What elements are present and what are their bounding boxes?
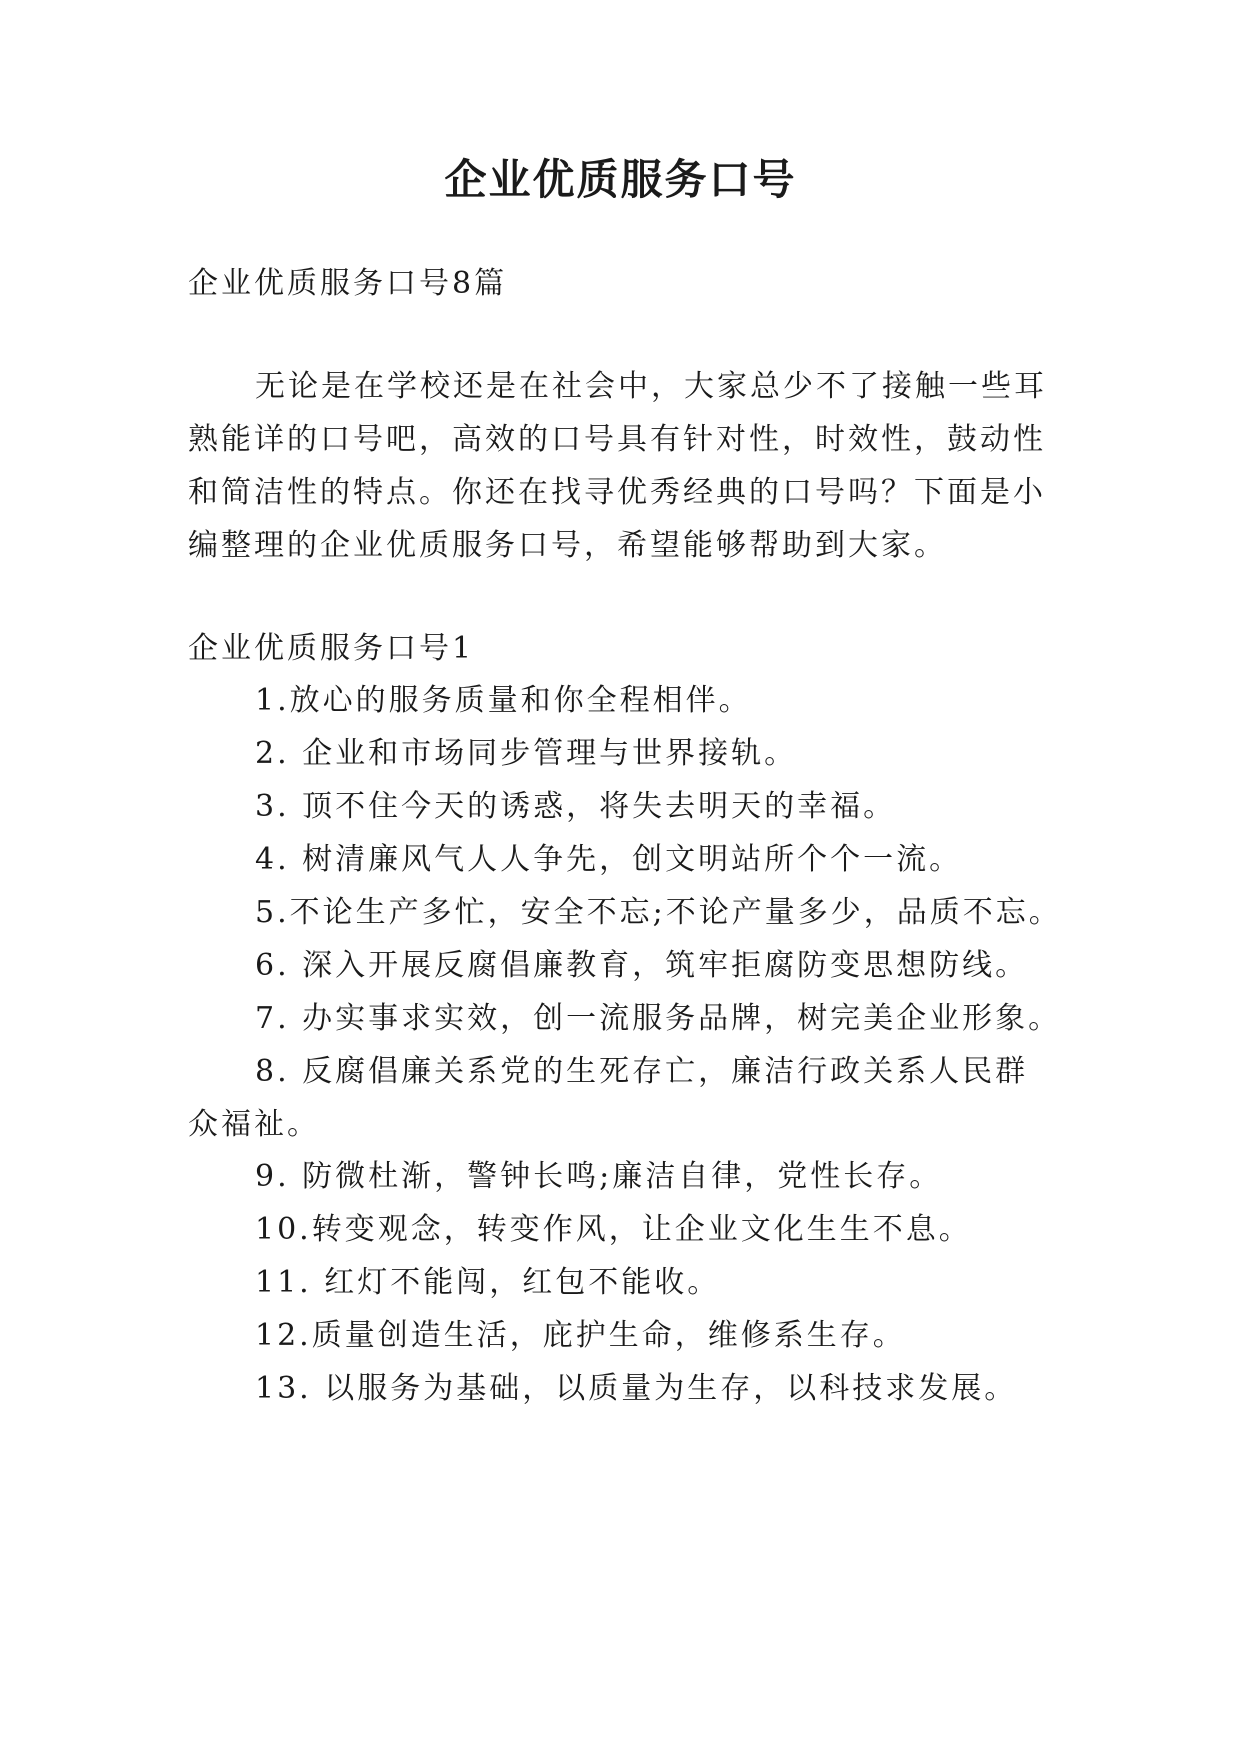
slogan-item: 2. 企业和市场同步管理与世界接轨。: [255, 736, 798, 771]
slogan-item-continuation: 众福祉。: [188, 1107, 320, 1142]
slogan-item: 11. 红灯不能闯，红包不能收。: [255, 1265, 721, 1300]
document-title: 企业优质服务口号: [444, 155, 797, 204]
slogan-item: 6. 深入开展反腐倡廉教育，筑牢拒腐防变思想防线。: [255, 948, 1029, 983]
slogan-item: 10.转变观念，转变作风，让企业文化生生不息。: [255, 1212, 972, 1247]
slogan-item: 3. 顶不住今天的诱惑，将失去明天的幸福。: [255, 789, 897, 824]
slogan-item: 8. 反腐倡廉关系党的生死存亡，廉洁行政关系人民群: [255, 1054, 1029, 1089]
intro-line: 和简洁性的特点。你还在找寻优秀经典的口号吗？下面是小: [188, 475, 1046, 510]
intro-line: 无论是在学校还是在社会中，大家总少不了接触一些耳: [255, 369, 1047, 404]
slogan-item: 9. 防微杜渐，警钟长鸣;廉洁自律，党性长存。: [255, 1159, 943, 1194]
slogan-item: 13. 以服务为基础，以质量为生存，以科技求发展。: [255, 1371, 1018, 1406]
slogan-item: 1.放心的服务质量和你全程相伴。: [255, 683, 752, 718]
intro-line: 熟能详的口号吧，高效的口号具有针对性，时效性，鼓动性: [188, 422, 1046, 457]
section-heading: 企业优质服务口号1: [188, 631, 475, 666]
document-subtitle: 企业优质服务口号8篇: [188, 266, 508, 301]
slogan-item: 5.不论生产多忙，安全不忘;不论产量多少，品质不忘。: [255, 895, 1062, 930]
slogan-item: 4. 树清廉风气人人争先，创文明站所个个一流。: [255, 842, 963, 877]
slogan-item: 12.质量创造生活，庇护生命，维修系生存。: [255, 1318, 906, 1353]
intro-line: 编整理的企业优质服务口号，希望能够帮助到大家。: [188, 528, 947, 563]
slogan-item: 7. 办实事求实效，创一流服务品牌，树完美企业形象。: [255, 1001, 1062, 1036]
